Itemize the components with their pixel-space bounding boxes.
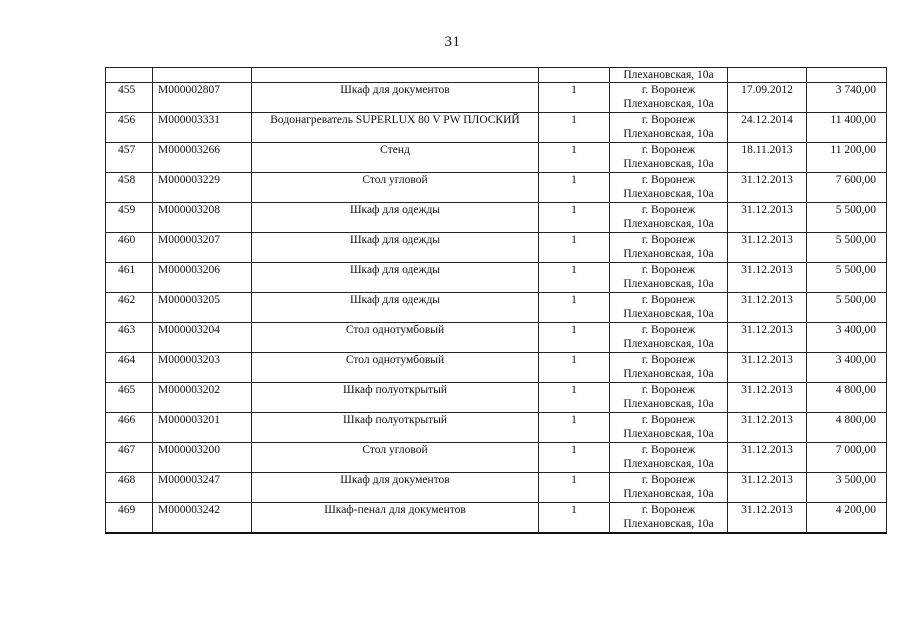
- cell-sum: 4 800,00: [807, 383, 887, 413]
- cell-address: [610, 263, 728, 293]
- address-city: г. Воронеж: [641, 264, 696, 276]
- cell-sum: 4 800,00: [807, 413, 887, 443]
- cell-code: М000003202: [153, 383, 252, 413]
- address-street: Плехановская, 10а: [623, 458, 714, 470]
- cell-code: М000003229: [153, 173, 252, 203]
- address-street: Плехановская, 10а: [623, 218, 714, 230]
- address-street: Плехановская, 10а: [623, 308, 714, 320]
- cell-date: 31.12.2013: [728, 263, 807, 293]
- cell-date: 31.12.2013: [728, 443, 807, 473]
- cell-num: 457: [106, 143, 153, 173]
- cell-num: 455: [106, 83, 153, 113]
- cell-num: 463: [106, 323, 153, 353]
- page-number: 31: [444, 34, 461, 50]
- cell-code: М000003203: [153, 353, 252, 383]
- cell-name: Шкаф для одежды: [252, 233, 539, 263]
- cell-qty: 1: [539, 143, 610, 173]
- address-city: г. Воронеж: [641, 204, 696, 216]
- cell-num: 464: [106, 353, 153, 383]
- cell-qty: [539, 68, 610, 83]
- address-city: г. Воронеж: [641, 444, 696, 456]
- cell-name: [252, 68, 539, 83]
- address-street: Плехановская, 10а: [623, 98, 714, 110]
- cell-date: 31.12.2013: [728, 383, 807, 413]
- table-row: [106, 443, 887, 473]
- cell-code: М000003208: [153, 203, 252, 233]
- cell-num: [106, 68, 153, 83]
- cell-sum: 5 500,00: [807, 293, 887, 323]
- table-row: [106, 113, 887, 143]
- cell-address: [610, 233, 728, 263]
- address-city: г. Воронеж: [641, 354, 696, 366]
- table-row: [106, 383, 887, 413]
- inventory-table-body: [106, 68, 887, 534]
- cell-address: [610, 68, 728, 83]
- address-city: г. Воронеж: [641, 114, 696, 126]
- cell-address: [610, 473, 728, 503]
- cell-num: 466: [106, 413, 153, 443]
- cell-date: 17.09.2012: [728, 83, 807, 113]
- cell-address: [610, 353, 728, 383]
- cell-date: 31.12.2013: [728, 293, 807, 323]
- address-city: г. Воронеж: [641, 414, 696, 426]
- table-row: [106, 83, 887, 113]
- cell-qty: 1: [539, 413, 610, 443]
- cell-sum: 3 400,00: [807, 353, 887, 383]
- cell-name: Стол однотумбовый: [252, 323, 539, 353]
- cell-qty: 1: [539, 203, 610, 233]
- cell-code: [153, 68, 252, 83]
- cell-qty: 1: [539, 473, 610, 503]
- address-city: г. Воронеж: [641, 234, 696, 246]
- address-street: Плехановская, 10а: [623, 128, 714, 140]
- cell-address: [610, 443, 728, 473]
- cell-qty: 1: [539, 173, 610, 203]
- address-street: Плехановская, 10а: [623, 368, 714, 380]
- cell-date: 31.12.2013: [728, 323, 807, 353]
- address-city: г. Воронеж: [641, 174, 696, 186]
- table-row: [106, 173, 887, 203]
- cell-qty: 1: [539, 443, 610, 473]
- address-street: Плехановская, 10а: [623, 518, 714, 530]
- cell-sum: 3 500,00: [807, 473, 887, 503]
- cell-address: [610, 113, 728, 143]
- address-city: г. Воронеж: [641, 84, 696, 96]
- cell-date: 31.12.2013: [728, 413, 807, 443]
- cell-date: 31.12.2013: [728, 353, 807, 383]
- cell-date: 31.12.2013: [728, 173, 807, 203]
- cell-sum: [807, 68, 887, 83]
- cell-address: [610, 503, 728, 534]
- cell-qty: 1: [539, 263, 610, 293]
- cell-address: [610, 323, 728, 353]
- address-street: Плехановская, 10а: [623, 248, 714, 260]
- cell-name: Шкаф полуоткрытый: [252, 383, 539, 413]
- cell-name: Водонагреватель SUPERLUX 80 V PW ПЛОСКИЙ: [252, 113, 539, 143]
- cell-address: [610, 83, 728, 113]
- cell-date: 31.12.2013: [728, 233, 807, 263]
- cell-sum: 4 200,00: [807, 503, 887, 534]
- cell-code: М000003206: [153, 263, 252, 293]
- cell-qty: 1: [539, 233, 610, 263]
- cell-num: 462: [106, 293, 153, 323]
- address-street: Плехановская, 10а: [623, 69, 714, 81]
- cell-name: Шкаф для документов: [252, 473, 539, 503]
- cell-qty: 1: [539, 353, 610, 383]
- cell-qty: 1: [539, 113, 610, 143]
- address-street: Плехановская, 10а: [623, 488, 714, 500]
- cell-address: [610, 413, 728, 443]
- cell-code: М000003266: [153, 143, 252, 173]
- cell-sum: 5 500,00: [807, 233, 887, 263]
- cell-date: 24.12.2014: [728, 113, 807, 143]
- address-city: г. Воронеж: [641, 144, 696, 156]
- cell-num: 458: [106, 173, 153, 203]
- table-row: [106, 413, 887, 443]
- cell-num: 456: [106, 113, 153, 143]
- cell-name: Шкаф для одежды: [252, 203, 539, 233]
- cell-address: [610, 293, 728, 323]
- cell-date: [728, 68, 807, 83]
- table-row: [106, 233, 887, 263]
- cell-sum: 11 400,00: [807, 113, 887, 143]
- cell-num: 459: [106, 203, 153, 233]
- cell-date: 31.12.2013: [728, 203, 807, 233]
- table-row: [106, 143, 887, 173]
- address-city: г. Воронеж: [641, 384, 696, 396]
- address-street: Плехановская, 10а: [623, 398, 714, 410]
- cell-code: М000003331: [153, 113, 252, 143]
- cell-name: Шкаф для документов: [252, 83, 539, 113]
- address-street: Плехановская, 10а: [623, 188, 714, 200]
- cell-code: М000003247: [153, 473, 252, 503]
- table-row: [106, 473, 887, 503]
- address-city: г. Воронеж: [641, 474, 696, 486]
- cell-sum: 11 200,00: [807, 143, 887, 173]
- cell-name: Стол угловой: [252, 173, 539, 203]
- cell-num: 460: [106, 233, 153, 263]
- table-row: [106, 293, 887, 323]
- cell-date: 31.12.2013: [728, 473, 807, 503]
- cell-num: 461: [106, 263, 153, 293]
- table-row: [106, 323, 887, 353]
- address-street: Плехановская, 10а: [623, 278, 714, 290]
- cell-name: Стол однотумбовый: [252, 353, 539, 383]
- cell-name: Шкаф-пенал для документов: [252, 503, 539, 534]
- inventory-table: [105, 67, 887, 534]
- cell-code: М000002807: [153, 83, 252, 113]
- cell-code: М000003205: [153, 293, 252, 323]
- cell-code: М000003242: [153, 503, 252, 534]
- cell-sum: 5 500,00: [807, 203, 887, 233]
- cell-sum: 5 500,00: [807, 263, 887, 293]
- table-row: [106, 263, 887, 293]
- cell-qty: 1: [539, 383, 610, 413]
- table-row: [106, 353, 887, 383]
- cell-qty: 1: [539, 83, 610, 113]
- cell-name: Стенд: [252, 143, 539, 173]
- cell-num: 467: [106, 443, 153, 473]
- cell-address: [610, 383, 728, 413]
- cell-sum: 3 740,00: [807, 83, 887, 113]
- cell-name: Шкаф полуоткрытый: [252, 413, 539, 443]
- address-city: г. Воронеж: [641, 504, 696, 516]
- address-street: Плехановская, 10а: [623, 338, 714, 350]
- cell-qty: 1: [539, 293, 610, 323]
- cell-name: Шкаф для одежды: [252, 263, 539, 293]
- cell-name: Стол угловой: [252, 443, 539, 473]
- cell-address: [610, 143, 728, 173]
- cell-date: 31.12.2013: [728, 503, 807, 534]
- cell-address: [610, 203, 728, 233]
- table-row: [106, 503, 887, 534]
- continuation-row: [106, 68, 887, 83]
- cell-num: 469: [106, 503, 153, 534]
- table-row: [106, 203, 887, 233]
- cell-code: М000003204: [153, 323, 252, 353]
- cell-qty: 1: [539, 323, 610, 353]
- cell-num: 465: [106, 383, 153, 413]
- address-street: Плехановская, 10а: [623, 158, 714, 170]
- cell-code: М000003207: [153, 233, 252, 263]
- address-city: г. Воронеж: [641, 324, 696, 336]
- cell-sum: 3 400,00: [807, 323, 887, 353]
- address-street: Плехановская, 10а: [623, 428, 714, 440]
- cell-code: М000003201: [153, 413, 252, 443]
- cell-num: 468: [106, 473, 153, 503]
- cell-name: Шкаф для одежды: [252, 293, 539, 323]
- cell-qty: 1: [539, 503, 610, 534]
- cell-address: [610, 173, 728, 203]
- address-city: г. Воронеж: [641, 294, 696, 306]
- cell-sum: 7 600,00: [807, 173, 887, 203]
- cell-code: М000003200: [153, 443, 252, 473]
- cell-date: 18.11.2013: [728, 143, 807, 173]
- cell-sum: 7 000,00: [807, 443, 887, 473]
